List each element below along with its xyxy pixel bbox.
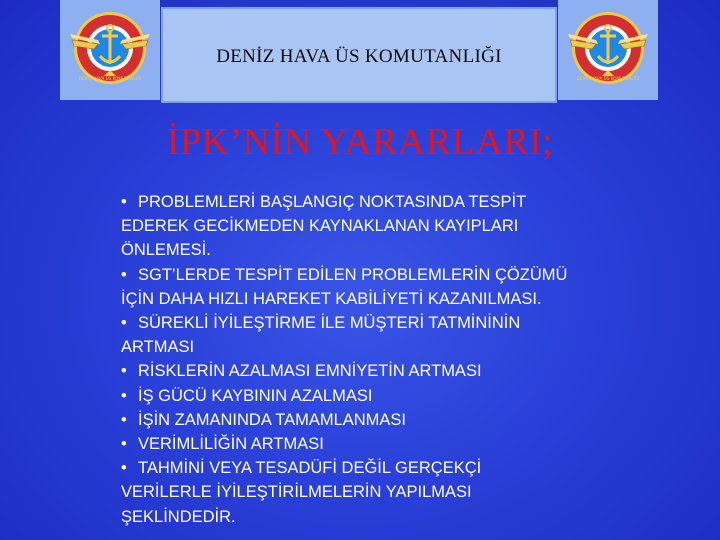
bullet-icon: • [121, 362, 127, 381]
bullet-icon: • [121, 193, 127, 211]
bullet-icon: • [121, 410, 127, 429]
bullet-icon: • [121, 435, 127, 454]
bullet-icon: • [121, 314, 127, 333]
list-item: • İŞ GÜCÜ KAYBININ AZALMASI [121, 384, 681, 408]
list-item: • SGT’LERDE TESPİT EDİLEN PROBLEMLERİN ÇÖZÜMÜ [121, 263, 681, 287]
list-item-continuation: ŞEKLİNDEDİR. [121, 507, 236, 526]
list-item-continuation: EDEREK GECİKMEDEN KAYNAKLANAN KAYIPLARI [121, 217, 519, 236]
bullet-icon: • [121, 459, 127, 478]
header-banner [161, 7, 557, 103]
list-item: • İŞİN ZAMANINDA TAMAMLANMASI [121, 408, 681, 432]
svg-text:DENİZ HAVA ÜS KOMUTANLIĞI: DENİZ HAVA ÜS KOMUTANLIĞI [78, 76, 142, 81]
list-item: • SÜREKLİ İYİLEŞTİRME İLE MÜŞTERİ TATMİNİNİN [121, 311, 681, 335]
header-title: DENİZ HAVA ÜS KOMUTANLIĞI [216, 46, 502, 67]
list-item-continuation: İÇİN DAHA HIZLI HAREKET KABİLİYETİ KAZANILMASI. [121, 289, 542, 308]
bullet-icon: • [121, 386, 127, 405]
logo-right [558, 0, 658, 100]
benefits-list [121, 190, 681, 529]
list-item-continuation: ÖNLEMESİ. [121, 241, 211, 260]
list-item: • VERİMLİLİĞİN ARTMASI [121, 432, 681, 456]
naval-air-base-emblem-icon [558, 0, 658, 100]
svg-text:DENİZ HAVA ÜS KOMUTANLIĞI: DENİZ HAVA ÜS KOMUTANLIĞI [576, 76, 640, 81]
logo-left [60, 0, 160, 100]
list-item: • TAHMİNİ VEYA TESADÜFİ DEĞİL GERÇEKÇİ [121, 456, 681, 480]
list-item-continuation: ARTMASI [121, 338, 195, 357]
naval-air-base-emblem-icon [60, 0, 160, 100]
list-item: • RİSKLERİN AZALMASI EMNİYETİN ARTMASI [121, 359, 681, 383]
list-item-continuation: VERİLERLE İYİLEŞTİRİLMELERİN YAPILMASI [121, 483, 472, 502]
list-item: • PROBLEMLERİ BAŞLANGIÇ NOKTASINDA TESPİT [121, 190, 681, 214]
bullet-icon: • [121, 265, 127, 284]
slide-title: İPK’NİN YARARLARI; [166, 121, 554, 163]
